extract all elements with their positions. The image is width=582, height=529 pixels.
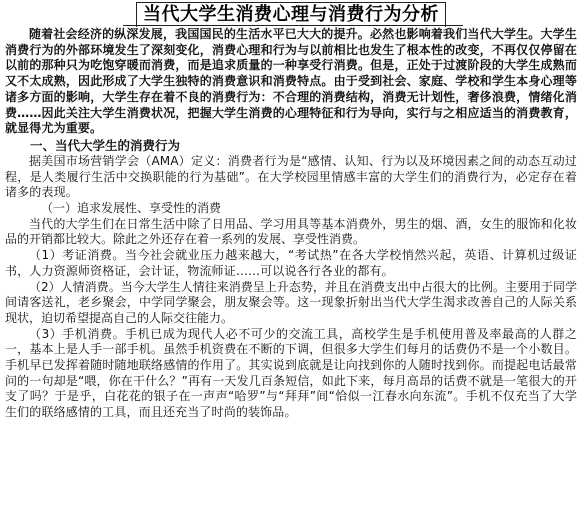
document-title: 当代大学生消费心理与消费行为分析: [136, 2, 446, 27]
list-item-phone-consumption: （3）手机消费。手机已成为现代人必不可少的交流工具，高校学生是手机使用普及率最高的人群之一，基本上是人手一部手机。虽然手机资费在不断的下调，但很多大学生们每月的话费仍不是一个小数目。手机早已发挥着随时随地联络感情的作用了。其实说到底就是让向找到你的人随时找到你。而提起电话最常问的一句却是“喂，你在干什么？”再有一天发几百条短信，如此下来，每月高昂的话费不就是一笔很大的开支了吗？于是乎，白花花的银子在一声声“哈罗”与“拜拜”间“恰似一江春水向东流”。手机不仅充当了大学生们的联络感情的工具，而且还充当了时尚的装饰品。: [5, 326, 577, 420]
section-heading-consumption-behavior: 一、当代大学生的消费行为: [30, 137, 181, 153]
sub-heading-development-consumption: （一）追求发展性、享受性的消费: [41, 201, 222, 216]
intro-paragraph: 随着社会经济的纵深发展，我国国民的生活水平已大大的提升。必然也影响着我们当代大学生。大学生消费行为的外部环境发生了深刻变化，消费心理和行为与以前相比也发生了根本性的改变，不再仅仅停留在以前的那种只为吃饱穿暖而消费，而是追求质量的一种享受行消费。但是，正处于过渡阶段的大学生成熟而又不太成熟，因此形成了大学生独特的消费意识和消费特点。由于受到社会、家庭、学校和学生本身心理等诸多方面的影响，大学生存在着不良的消费行为：不合理的消费结构，消费无计划性，奢侈浪费，情绪化消费……因此关注大学生消费状况，把握大学生消费的心理特征和行为导向，实行与之相应适当的消费教育，就显得尤为重要。: [5, 27, 577, 136]
section-paragraph-definition: 据美国市场营销学会（AMA）定义：消费者行为是“感情、认知、行为以及环境因素之间的动态互动过程，是人类履行生活中交换职能的行为基础”。在大学校园里情感丰富的大学生们的消费行为，必定存在着诸多的表现。: [5, 153, 577, 200]
document-body: [5, 27, 577, 421]
sub-paragraph-daily-spending: 当代的大学生们在日常生活中除了日用品、学习用具等基本消费外，男生的烟、酒，女生的服饰和化妆品的开销都比较大。除此之外还存在着一系列的发展、享受性消费。: [5, 216, 577, 247]
list-item-certificate-consumption: （1）考证消费。当今社会就业压力越来越大，“考试热”在各大学校悄然兴起，英语、计算机过级证书，人力资源师资格证，会计证，物流师证……可以说各行各业的都有。: [5, 248, 577, 278]
list-item-social-consumption: （2）人情消费。当今大学生人情往来消费呈上升态势，并且在消费支出中占很大的比例。主要用于同学间请客送礼，老乡聚会，中学同学聚会，朋友聚会等。这一现象折射出当代大学生渴求改善自己的人际关系现状，迫切希望提高自己的人际交往能力。: [5, 279, 577, 325]
title-underline: [123, 25, 463, 26]
title-wrap: [0, 2, 582, 27]
